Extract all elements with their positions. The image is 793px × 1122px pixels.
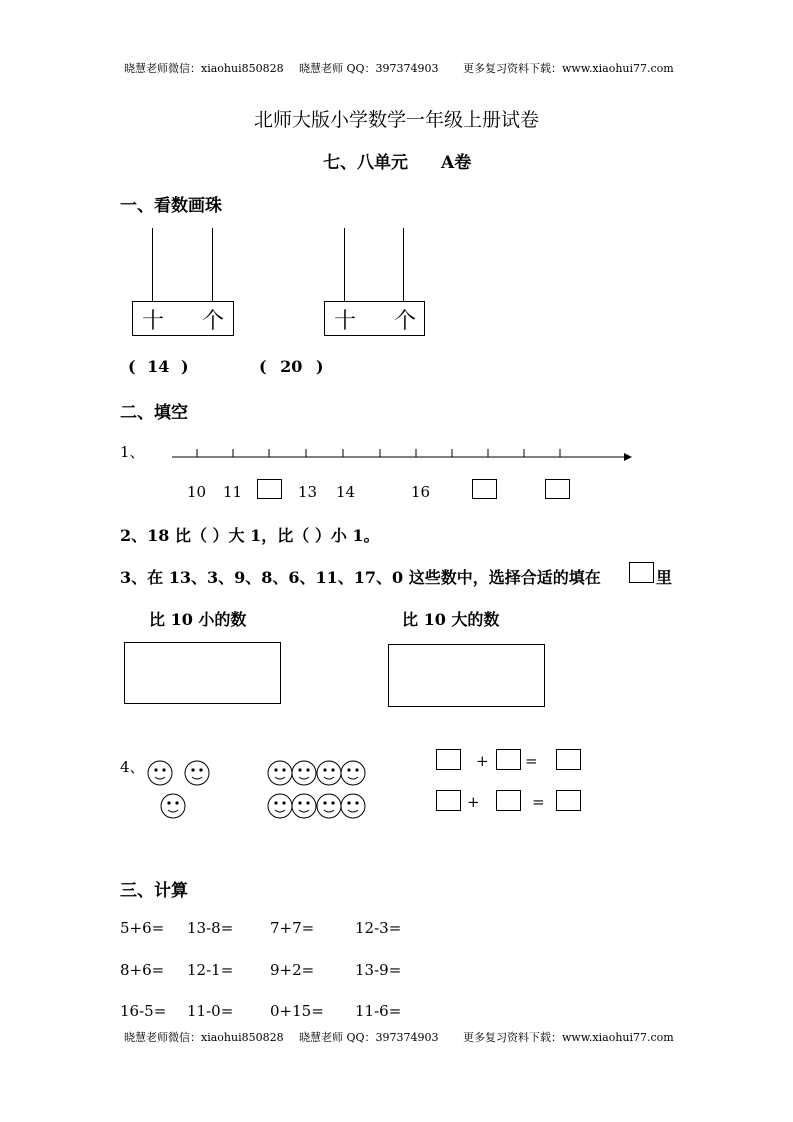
numberline-label: 14 xyxy=(336,483,356,501)
numberline-label: 11 xyxy=(223,483,243,501)
smiley-face-icon xyxy=(317,761,341,785)
eq2-blank-a[interactable] xyxy=(436,790,461,811)
section3-heading: 三、计算 xyxy=(120,881,188,901)
smiley-face-icon xyxy=(148,761,172,785)
calc-item: 5+6= xyxy=(120,919,165,937)
eq2-equals: = xyxy=(532,793,545,811)
numberline-label: 16 xyxy=(411,483,431,501)
smiley-face-icon xyxy=(268,794,292,818)
calc-item: 13-8= xyxy=(187,919,234,937)
smiley-face-icon xyxy=(292,761,316,785)
q2-text: 2、18 比（ ）大 1，比（ ）小 1。 xyxy=(120,526,380,545)
smiley-face-icon xyxy=(161,794,185,818)
eq1-equals: = xyxy=(525,752,538,770)
paper-tag: A卷 xyxy=(441,153,472,173)
unit-subtitle: 七、八单元 xyxy=(323,153,408,173)
page-title: 北师大版小学数学一年级上册试卷 xyxy=(253,109,539,131)
smiley-face-icon xyxy=(317,794,341,818)
abacus2-tens-label: 十 xyxy=(334,309,357,334)
smiley-face-icon xyxy=(185,761,209,785)
smiley-face-icon xyxy=(292,794,316,818)
q4-label: 4、 xyxy=(120,758,145,776)
abacus2-ones-label: 个 xyxy=(394,309,417,334)
calc-item: 12-1= xyxy=(187,961,234,979)
q3-end: 里 xyxy=(656,568,673,587)
footer-wechat: 晓慧老师微信：xiaohui850828 xyxy=(124,1031,284,1044)
smiley-face-icon xyxy=(268,761,292,785)
eq1-blank-b[interactable] xyxy=(496,749,521,770)
eq2-plus: + xyxy=(467,793,480,811)
footer-download: 更多复习资料下载：www.xiaohui77.com xyxy=(463,1031,674,1044)
eq2-blank-b[interactable] xyxy=(496,790,521,811)
eq1-blank-a[interactable] xyxy=(436,749,461,770)
calc-item: 9+2= xyxy=(270,961,315,979)
calc-item: 13-9= xyxy=(355,961,402,979)
q3-text: 3、在 13、3、9、8、6、11、17、0 这些数中，选择合适的填在 xyxy=(120,568,601,587)
header-qq: 晓慧老师 QQ：397374903 xyxy=(299,62,439,75)
calc-item: 7+7= xyxy=(270,919,315,937)
eq2-blank-result[interactable] xyxy=(556,790,581,811)
calc-item: 16-5= xyxy=(120,1002,167,1020)
smiley-face-icon xyxy=(341,794,365,818)
header-download: 更多复习资料下载：www.xiaohui77.com xyxy=(463,62,674,75)
abacus1-answer: ( 14 ) xyxy=(128,357,189,376)
footer-qq: 晓慧老师 QQ：397374903 xyxy=(299,1031,439,1044)
greater-than-10-label: 比 10 大的数 xyxy=(402,610,500,629)
calc-item: 0+15= xyxy=(270,1002,324,1020)
calc-item: 8+6= xyxy=(120,961,165,979)
smiley-face-icon xyxy=(341,761,365,785)
abacus1-ones-label: 个 xyxy=(202,309,225,334)
calc-item: 11-0= xyxy=(187,1002,234,1020)
section1-heading: 一、看数画珠 xyxy=(120,196,222,216)
abacus2-answer: ( 20 ) xyxy=(259,357,324,376)
q1-label: 1、 xyxy=(120,443,145,461)
numberline-label: 10 xyxy=(187,483,207,501)
calc-item: 11-6= xyxy=(355,1002,402,1020)
eq1-blank-result[interactable] xyxy=(556,749,581,770)
less-than-10-label: 比 10 小的数 xyxy=(149,610,247,629)
calc-item: 12-3= xyxy=(355,919,402,937)
eq1-plus: + xyxy=(476,752,489,770)
section2-heading: 二、填空 xyxy=(120,403,188,423)
abacus1-tens-label: 十 xyxy=(142,309,165,334)
header-wechat: 晓慧老师微信：xiaohui850828 xyxy=(124,62,284,75)
numberline-label: 13 xyxy=(298,483,318,501)
